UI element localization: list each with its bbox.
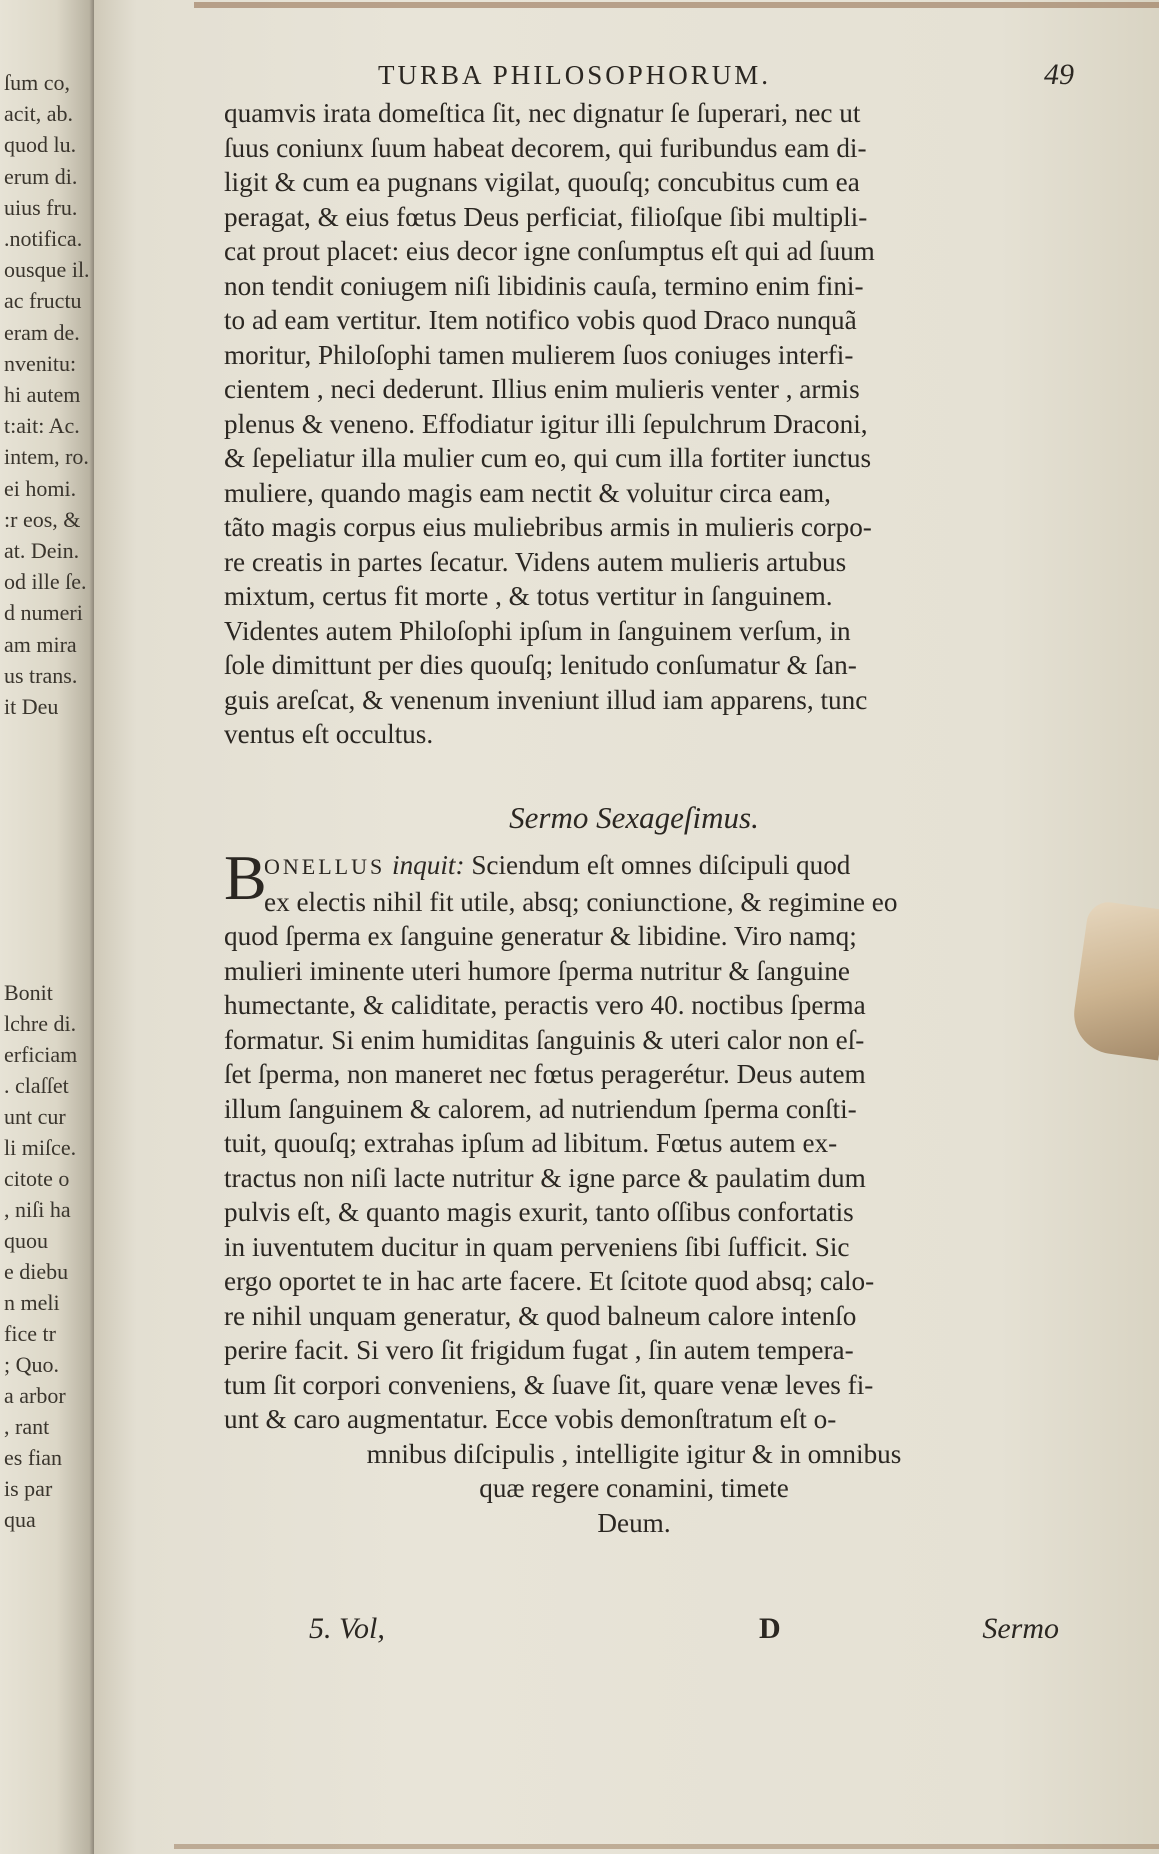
drop-cap: B (224, 842, 267, 913)
text-line: humectante, & caliditate, peractis vero 40. noctibus ſperma (224, 990, 866, 1020)
text-line: re nihil unquam generatur, & quod balneum calore intenſo (224, 1300, 857, 1331)
catchword: Sermo (982, 1612, 1059, 1645)
adjacent-page-margin (0, 0, 94, 1854)
margin-fragment: us trans. (4, 662, 78, 688)
text-line: plenus & veneno. Effodiatur igitur illi ſepulchrum Draconi, (224, 408, 868, 439)
margin-fragment: erficiam (4, 1042, 78, 1067)
page-footer (309, 1612, 1059, 1652)
margin-fragment: e diebu (4, 1259, 69, 1284)
text-line: tãto magis corpus eius muliebribus armis in mulieris corpo- (224, 512, 872, 542)
margin-fragment: quod lu. (4, 132, 77, 158)
margin-fragment: lchre di. (4, 1011, 77, 1036)
text-line: mixtum, certus fit morte , & totus vertitur in ſanguinem. (224, 581, 833, 611)
text-line: illum ſanguinem & calorem, ad nutriendum ſperma conſti- (224, 1093, 857, 1124)
paragraph-continuation (224, 96, 1044, 752)
margin-fragment: a arbor (4, 1383, 66, 1408)
text-line: non tendit coniugem niſi libidinis cauſa, termino enim fini- (224, 270, 864, 301)
text-line: quod ſperma ex ſanguine generatur & libidine. Viro namq; (224, 921, 857, 951)
margin-fragment: eram de. (4, 319, 80, 345)
margin-fragment: , niſi ha (4, 1197, 71, 1222)
inquit-word: inquit: (392, 850, 465, 880)
bottom-edge-stain (174, 1844, 1159, 1849)
margin-fragment: uius fru. (4, 194, 78, 220)
margin-fragment: ſum co, (4, 70, 70, 95)
text-line: ventus eſt occultus. (224, 719, 434, 749)
margin-fragment: nvenitu: (4, 350, 77, 376)
margin-fragment: ei homi. (4, 475, 77, 501)
text-line: ligit & cum ea pugnans vigilat, quouſq; concubitus cum ea (224, 167, 860, 197)
margin-fragment: t:ait: Ac. (4, 413, 80, 439)
paragraph-sermo (224, 842, 1044, 1540)
margin-fragment: , rant (4, 1414, 50, 1439)
margin-fragment: qua (4, 1507, 36, 1532)
margin-fragment: od ille ſe. (4, 569, 87, 595)
text-line: to ad eam vertitur. Item notifico vobis quod Draco nunquã (224, 305, 857, 335)
speaker-name: ONELLUS (264, 854, 386, 879)
margin-fragment: d numeri (4, 600, 83, 626)
text-line: formatur. Si enim humiditas ſanguinis & uteri calor non eſ- (224, 1024, 865, 1055)
margin-fragment: is par (4, 1476, 53, 1501)
text-line: tum ſit corpori conveniens, & ſuave ſit, quare venæ leves fi- (224, 1369, 874, 1400)
margin-fragment: intem, ro. (4, 444, 89, 470)
first-line (224, 848, 1044, 885)
text-line: in iuventutem ducitur in quam perveniens ſibi ſufficit. Sic (224, 1231, 850, 1262)
text-line: moritur, Philoſophi tamen mulierem ſuos coniuges interfi- (224, 339, 854, 370)
text-line: mulieri iminente uteri humore ſperma nutritur & ſanguine (224, 955, 850, 986)
margin-fragment: unt cur (4, 1104, 66, 1129)
margin-fragment: li miſce. (4, 1135, 77, 1160)
book-page (94, 0, 1159, 1854)
margin-fragment: ousque il. (4, 257, 90, 283)
first-line-text: Sciendum eſt omnes diſcipuli quod (464, 850, 851, 880)
text-line: Videntes autem Philoſophi ipſum in ſanguinem verſum, in (224, 615, 851, 646)
text-line: tractus non niſi lacte nutritur & igne parce & paulatim dum (224, 1162, 866, 1193)
section-heading: Sermo Sexageſimus. (509, 800, 759, 835)
text-line: muliere, quando magis eam nectit & voluitur circa eam, (224, 477, 831, 508)
top-edge-stain (194, 2, 1159, 8)
text-line: ſole dimittunt per dies quouſq; lenitudo conſumatur & ſan- (224, 650, 857, 680)
running-title: TURBA PHILOSOPHORUM. (378, 60, 772, 90)
margin-fragment: n meli (4, 1290, 60, 1315)
margin-fragment: . claſſet (4, 1073, 69, 1098)
margin-fragment: es fian (4, 1445, 63, 1470)
margin-fragment: Bonit (4, 980, 53, 1005)
text-line: perire facit. Si vero ſit frigidum fugat , ſin autem tempera- (224, 1335, 854, 1365)
page-number: 49 (1044, 58, 1074, 91)
closing-line: mnibus diſcipulis , intelligite igitur & in omnibus (366, 1438, 902, 1469)
text-line: guis areſcat, & venenum inveniunt illud iam apparens, tunc (224, 684, 868, 715)
margin-fragment: quou (4, 1228, 48, 1253)
margin-fragment: erum di. (4, 163, 78, 189)
margin-fragment: acit, ab. (4, 101, 74, 127)
text-line: ex electis nihil fit utile, absq; coniunctione, & regimine eo (264, 886, 898, 917)
margin-fragment: ac fructu (4, 288, 82, 314)
text-line: quamvis irata domeſtica ſit, nec dignatur ſe ſuperari, nec ut (224, 98, 861, 128)
volume-signature: 5. Vol, (309, 1612, 385, 1645)
gathering-letter: D (759, 1612, 781, 1645)
margin-fragment: at. Dein. (4, 538, 80, 563)
text-line: tuit, quouſq; extrahas ipſum ad libitum. Fœtus autem ex- (224, 1128, 838, 1158)
closing-line: quæ regere conamini, timete (479, 1473, 789, 1503)
margin-fragment: hi autem (4, 382, 81, 407)
text-line: cientem , neci dederunt. Illius enim mulieris venter , armis (224, 374, 860, 404)
margin-fragment: citote o (4, 1166, 70, 1191)
text-line: & ſepeliatur illa mulier cum eo, qui cum illa fortiter iunctus (224, 443, 872, 473)
text-line: re creatis in partes ſecatur. Videns autem mulieris artubus (224, 546, 847, 577)
closing-line: Deum. (597, 1507, 671, 1538)
text-line: unt & caro augmentatur. Ecce vobis demonſtratum eſt o- (224, 1404, 837, 1434)
margin-fragment: fice tr (4, 1321, 56, 1346)
text-line: ſet ſperma, non maneret nec fœtus peragerétur. Deus autem (224, 1059, 866, 1089)
text-line: peragat, & eius fœtus Deus perficiat, filioſque ſibi multipli- (224, 201, 868, 232)
margin-fragment: ; Quo. (4, 1352, 59, 1377)
text-line: ergo oportet te in hac arte facere. Et ſcitote quod absq; calo- (224, 1266, 875, 1296)
running-header (284, 60, 1074, 96)
margin-fragment: .notifica. (4, 226, 83, 251)
margin-fragment: :r eos, & (4, 506, 81, 532)
margin-fragment: it Deu (4, 694, 59, 719)
text-line: cat prout placet: eius decor igne conſumptus eſt qui ad ſuum (224, 236, 875, 266)
margin-fragment: am mira (4, 631, 77, 657)
text-line: ſuus coniunx ſuum habeat decorem, qui furibundus eam di- (224, 132, 867, 163)
text-line: pulvis eſt, & quanto magis exurit, tanto oſſibus confortatis (224, 1197, 854, 1227)
